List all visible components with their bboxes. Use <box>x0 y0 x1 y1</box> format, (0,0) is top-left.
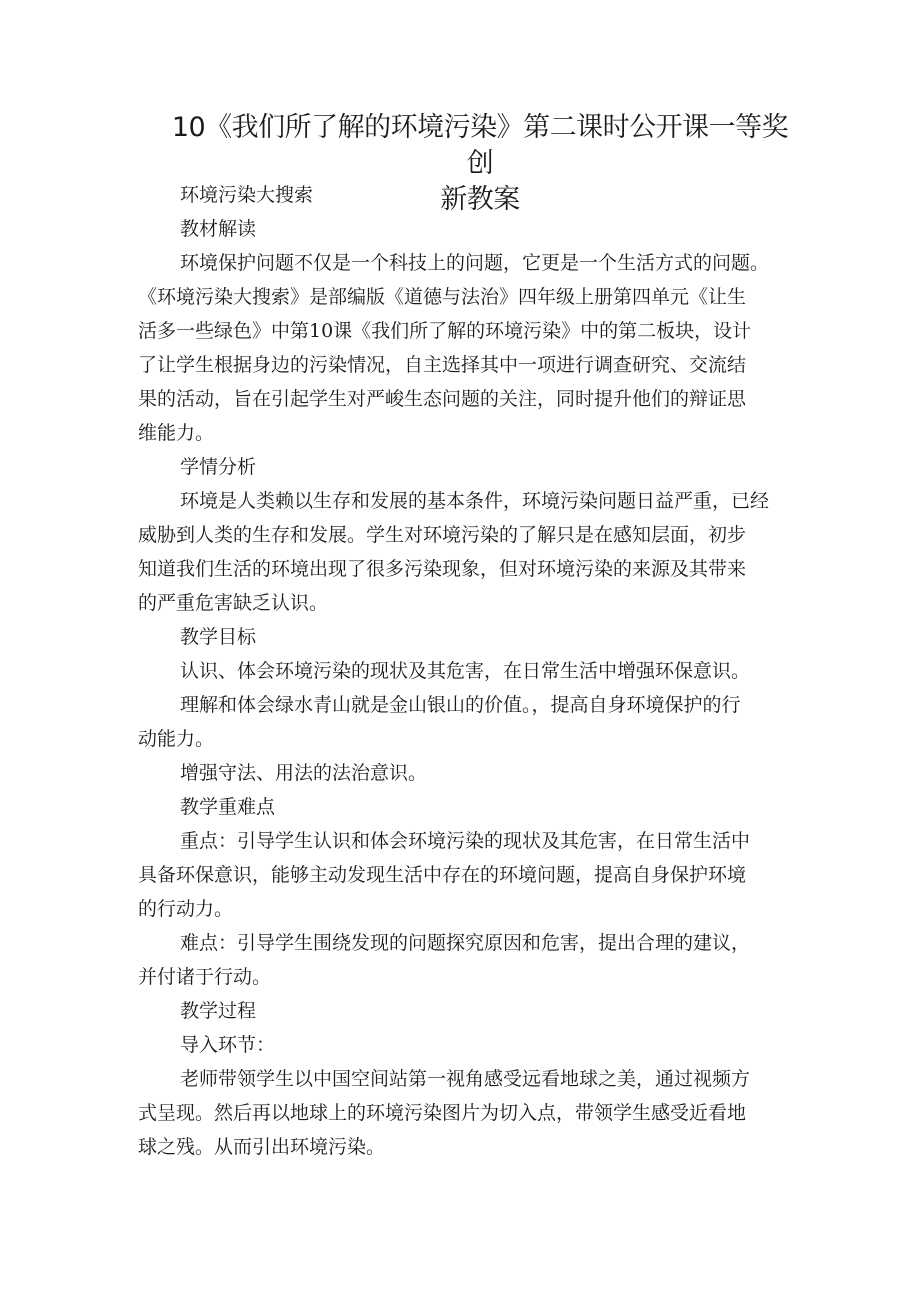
text-line: 的行动力。 <box>138 898 234 920</box>
heading-students: 学情分析 <box>180 456 257 478</box>
paragraph-material <box>138 246 798 450</box>
text-line: 维能力。 <box>138 422 215 444</box>
text-line: 球之残。从而引出环境污染。 <box>138 1136 386 1158</box>
heading-material: 教材解读 <box>180 218 257 240</box>
title-line-2: 新教案 <box>440 184 520 215</box>
text-line: 并付诸于行动。 <box>138 966 272 988</box>
text-line: 果的活动，旨在引起学生对严峻生态问题的关注，同时提升他们的辩证思 <box>138 388 747 410</box>
title-line-1: 10《我们所了解的环境污染》第二课时公开课一等奖创 <box>171 112 789 179</box>
heading-goals: 教学目标 <box>180 626 257 648</box>
paragraph-students <box>138 484 798 620</box>
text-line: 老师带领学生以中国空间站第一视角感受远看地球之美，通过视频方 <box>180 1068 751 1090</box>
text-line: 的严重危害缺乏认识。 <box>138 592 329 614</box>
text-line: 威胁到人类的生存和发展。学生对环境污染的了解只是在感知层面，初步 <box>138 524 747 546</box>
goal-3: 增强守法、用法的法治意识。 <box>180 762 428 784</box>
paragraph-difficult <box>138 926 798 994</box>
document-body <box>138 178 798 1164</box>
paragraph-key <box>138 824 798 926</box>
heading-intro: 导入环节： <box>180 1034 276 1056</box>
text-line: 环境是人类赖以生存和发展的基本条件，环境污染问题日益严重，已经 <box>180 490 770 512</box>
goal-1: 认识、体会环境污染的现状及其危害，在日常生活中增强环保意识。 <box>180 660 751 682</box>
heading-keypoints: 教学重难点 <box>180 796 276 818</box>
text-line: 环境保护问题不仅是一个科技上的问题，它更是一个生活方式的问题。 <box>180 252 770 274</box>
section-topic: 环境污染大搜索 <box>180 184 314 206</box>
text-line: 知道我们生活的环境出现了很多污染现象，但对环境污染的来源及其带来 <box>138 558 747 580</box>
text-line: 难点：引导学生围绕发现的问题探究原因和危害，提出合理的建议， <box>180 932 751 954</box>
text-line: 了让学生根据身边的污染情况，自主选择其中一项进行调查研究、交流结 <box>138 354 747 376</box>
text-line: 动能力。 <box>138 728 215 750</box>
text-line: 活多一些绿色》中第10课《我们所了解的环境污染》中的第二板块，设计 <box>138 320 752 342</box>
heading-process: 教学过程 <box>180 1000 257 1022</box>
text-line: 重点：引导学生认识和体会环境污染的现状及其危害，在日常生活中 <box>180 830 751 852</box>
goal-2 <box>138 688 798 756</box>
text-line: 理解和体会绿水青山就是金山银山的价值。，提高自身环境保护的行 <box>180 694 741 716</box>
text-line: 具备环保意识，能够主动发现生活中存在的环境问题，提高自身保护环境 <box>138 864 747 886</box>
paragraph-intro <box>138 1062 798 1164</box>
text-line: 《环境污染大搜索》是部编版《道德与法治》四年级上册第四单元《让生 <box>138 286 747 308</box>
text-line: 式呈现。然后再以地球上的环境污染图片为切入点，带领学生感受近看地 <box>138 1102 747 1124</box>
